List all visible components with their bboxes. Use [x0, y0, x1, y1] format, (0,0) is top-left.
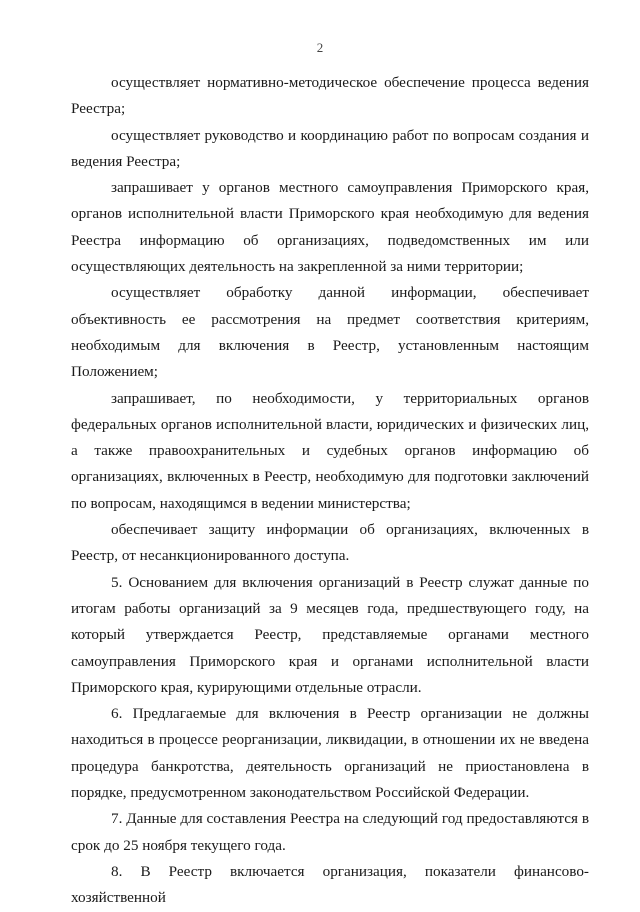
paragraph-7: 7. Данные для составления Реестра на следующий год предоставляются в срок до 25 ноября текущего года. — [71, 810, 589, 854]
page-number: 2 — [316, 40, 324, 55]
paragraph-processing: осуществляет обработку данной информации, обеспечивает объективность ее рассмотрения на предмет соответствия критериям, необходимым для включения в Реестр, установленным настоящим Положением; — [71, 284, 589, 381]
paragraph-6: 6. Предлагаемые для включения в Реестр организации не должны находиться в процессе реорганизации, ликвидации, в отношении их не введена процедура банкротства, деятельность организаций не приостановлена в порядке, предусмотренном законодательством Российской Федерации. — [71, 705, 589, 802]
paragraph-5: 5. Основанием для включения организаций в Реестр служат данные по итогам работы организаций за 9 месяцев года, предшествующего году, на который утверждается Реестр, представляемые органами местного самоуправления Приморского края и органами исполнительной власти Приморского края, курирующими отдельные отрасли. — [71, 573, 589, 696]
paragraph-request-federal: запрашивает, по необходимости, у территориальных органов федеральных органов исполнительной власти, юридических и физических лиц, а также правоохранительных и судебных органов информацию об организациях, включенных в Реестр, необходимую для подготовки заключений по вопросам, находящимся в ведении министерства; — [71, 389, 589, 512]
paragraph-request-local-authorities: запрашивает у органов местного самоуправления Приморского края, органов исполнительной власти Приморского края необходимую для ведения Реестра информацию об организациях, подведомственных им или осуществляющих деятельность на закрепленной за ними территории; — [71, 179, 589, 276]
paragraph-coordination: осуществляет руководство и координацию работ по вопросам создания и ведения Реестра; — [71, 126, 589, 170]
paragraph-protection: обеспечивает защиту информации об организациях, включенных в Реестр, от несанкционированного доступа. — [71, 521, 589, 565]
paragraph-8: 8. В Реестр включается организация, показатели финансово-хозяйственной — [71, 862, 589, 907]
paragraph-methodology: осуществляет нормативно-методическое обеспечение процесса ведения Реестра; — [71, 74, 589, 118]
document-body — [71, 70, 589, 912]
